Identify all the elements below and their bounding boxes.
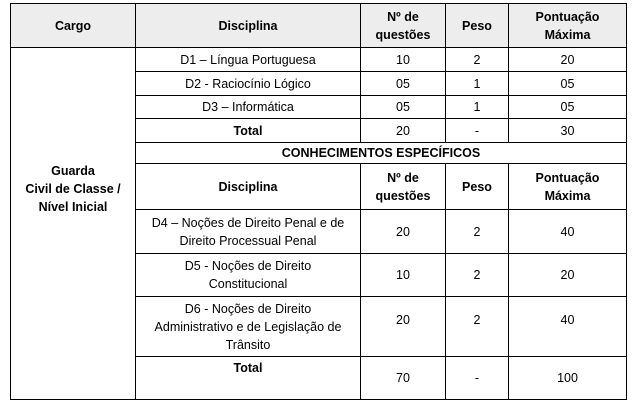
table-row-d6-pontuacao: 40 [560, 312, 575, 327]
total-2-peso: - [474, 371, 480, 385]
table-row-d4-disciplina: D4 – Noções de Direito Penal e de Direito Processual Penal [151, 215, 345, 248]
section-title: CONHECIMENTOS ESPECÍFICOS [281, 146, 481, 160]
table-row-d5-questoes: 10 [396, 268, 410, 282]
total-1-questoes: 20 [396, 123, 410, 138]
table-row-d1-questoes: 10 [396, 52, 410, 67]
header-2-peso: Peso [462, 179, 492, 194]
table-row-d2-disciplina: D2 - Raciocínio Lógico [185, 76, 311, 91]
total-1-peso: - [474, 123, 480, 138]
table-row-d4-questoes: 20 [396, 224, 410, 239]
total-2-pontuacao: 100 [557, 371, 578, 385]
table-row-d4-peso: 2 [473, 224, 481, 239]
table-row-d5-pontuacao: 20 [560, 268, 575, 282]
header-num-questoes: Nº de questões [375, 9, 431, 42]
cargo-value: Guarda Civil de Classe / Nível Inicial [25, 163, 121, 214]
header-pontuacao: Pontuação Máxima [535, 9, 600, 42]
table-row-d1-pontuacao: 20 [560, 52, 575, 67]
total-1-label: Total [233, 123, 263, 138]
header-cargo: Cargo [54, 18, 92, 33]
table-row-d2-pontuacao: 05 [560, 76, 575, 91]
table-row-d1-disciplina: D1 – Língua Portuguesa [180, 52, 316, 67]
header-disciplina: Disciplina [218, 18, 278, 33]
table-row-d3-peso: 1 [473, 100, 481, 114]
table-row-d3-pontuacao: 05 [560, 100, 575, 114]
table-row-d3-questoes: 05 [396, 100, 410, 114]
table-row-d2-peso: 1 [473, 76, 481, 91]
header-2-pontuacao: Pontuação Máxima [535, 170, 600, 203]
table-row-d6-disciplina: D6 - Noções de Direito Administrativo e de Legislação de Trânsito [154, 301, 342, 352]
table-row-d3-disciplina: D3 – Informática [202, 100, 294, 114]
total-2-questoes: 70 [396, 371, 410, 385]
table-row-d6-peso: 2 [473, 312, 481, 327]
table-row-d5-disciplina: D5 - Noções de Direito Constitucional [184, 259, 312, 291]
table-row-d2-questoes: 05 [396, 76, 410, 91]
table-row-d1-peso: 2 [473, 52, 481, 67]
table-row-d4-pontuacao: 40 [560, 224, 575, 239]
total-2-label: Total [233, 361, 263, 375]
header-peso: Peso [462, 18, 492, 33]
table-row-d6-questoes: 20 [396, 312, 410, 327]
header-2-disciplina: Disciplina [218, 179, 278, 194]
header-2-num-questoes: Nº de questões [375, 170, 431, 203]
table-row-d5-peso: 2 [473, 268, 481, 282]
total-1-pontuacao: 30 [560, 123, 575, 138]
